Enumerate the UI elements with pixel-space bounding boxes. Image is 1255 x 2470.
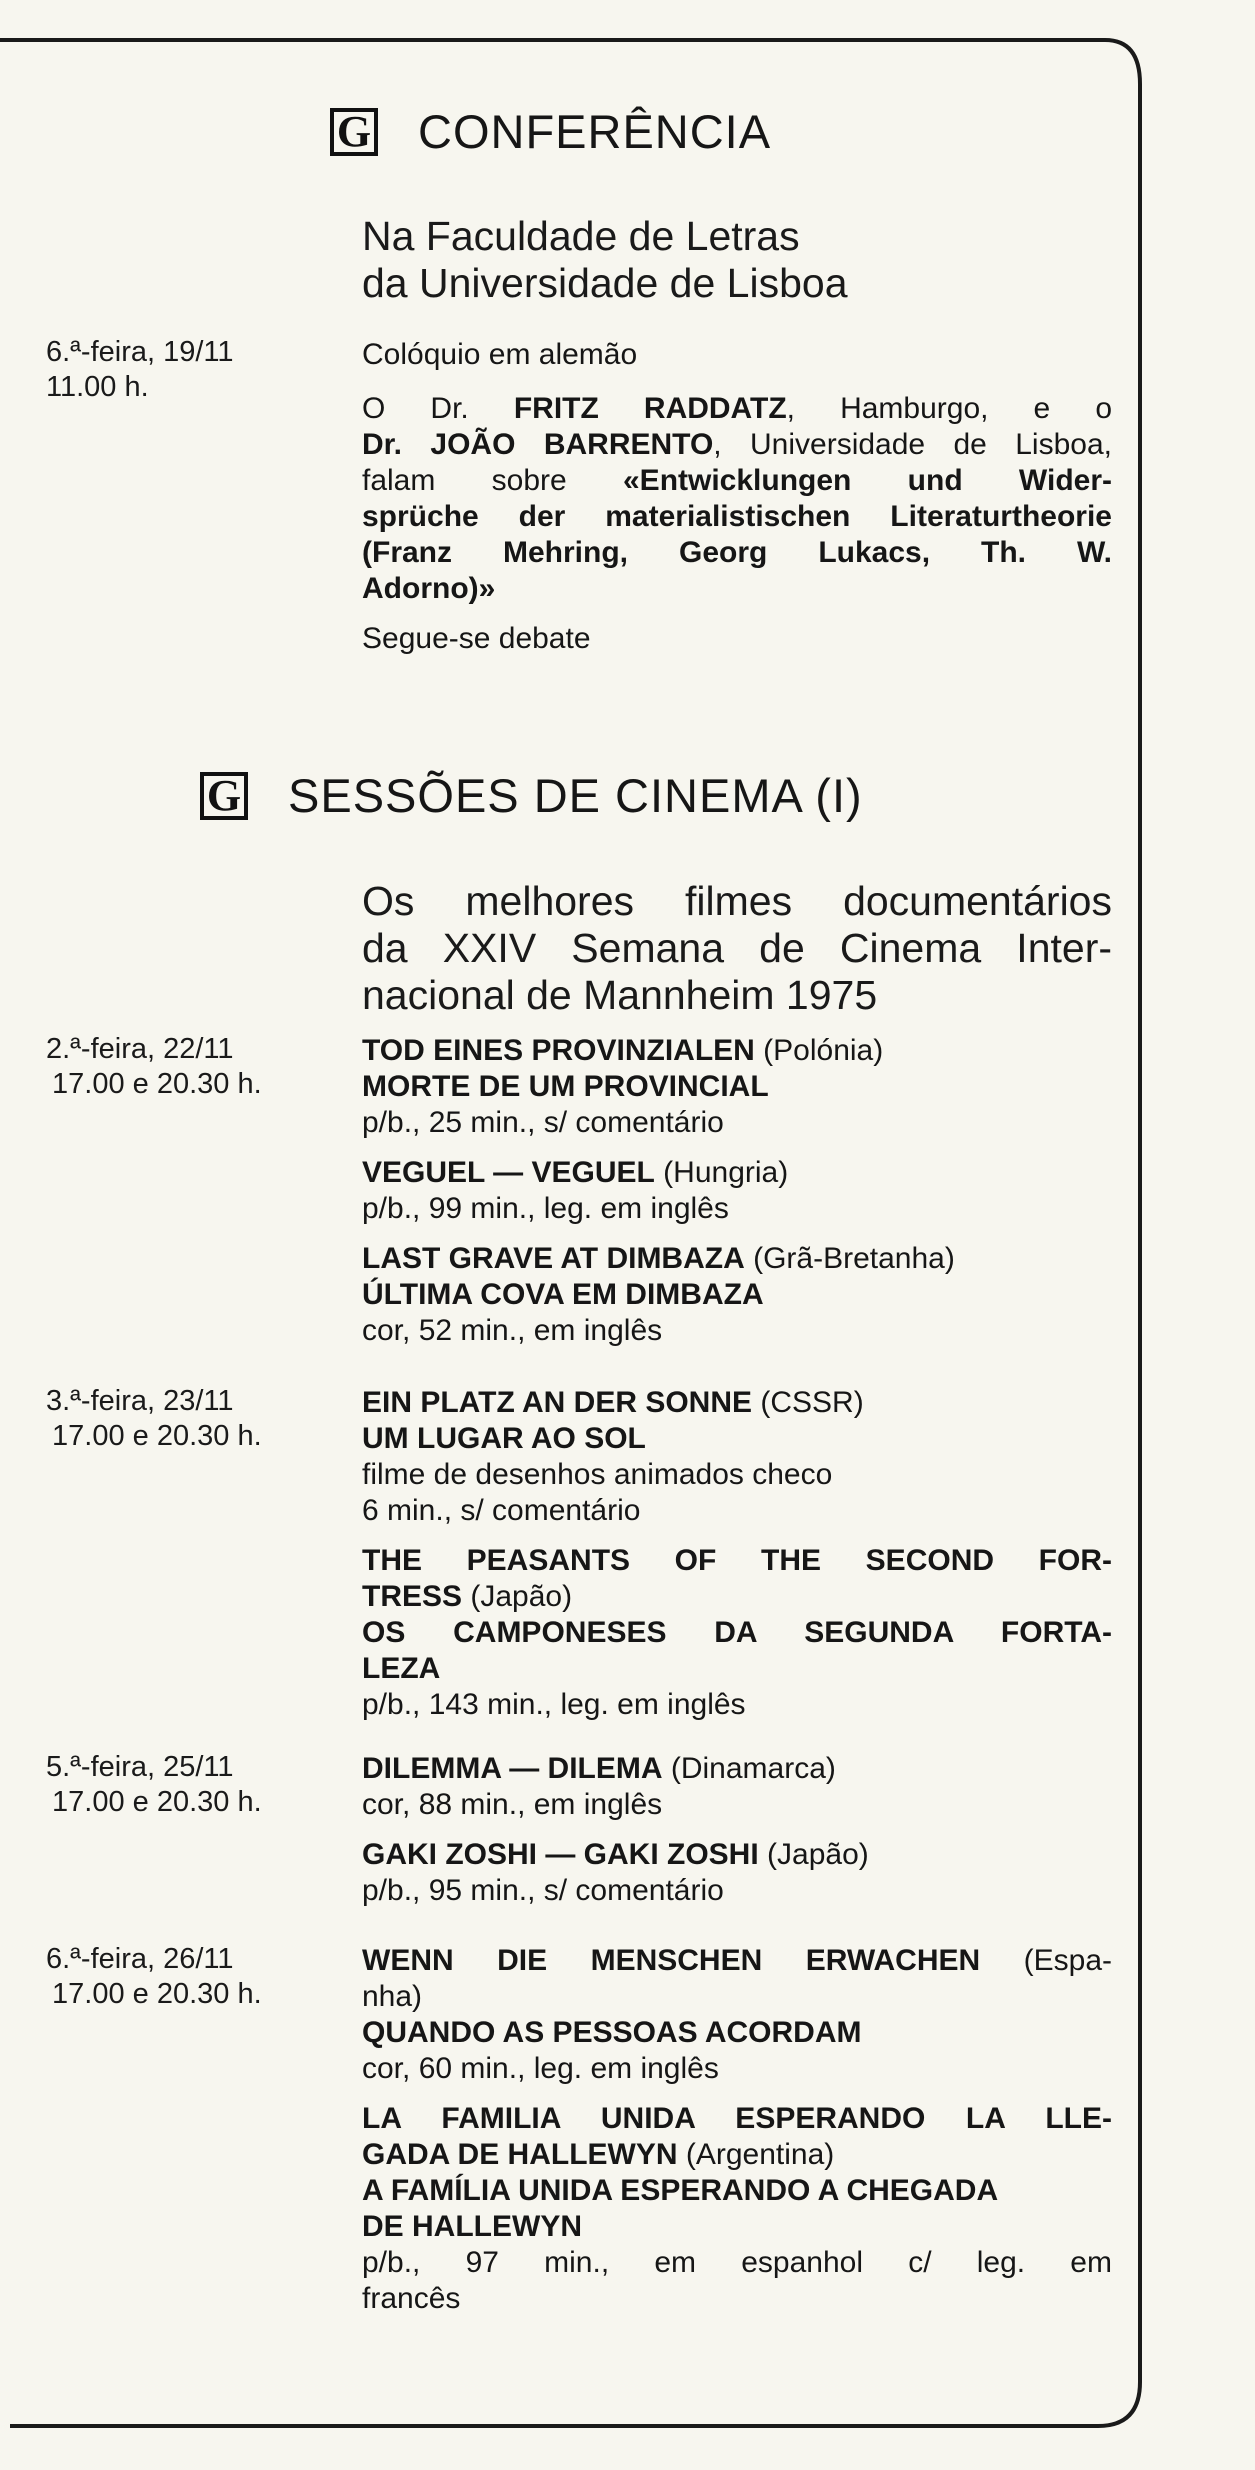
film-title-pt: DE HALLEWYN [362, 2210, 582, 2243]
film-title: LA FAMILIA UNIDA ESPERANDO LA LLE- [362, 2102, 1112, 2135]
film-title-pt: A FAMÍLIA UNIDA ESPERANDO A CHEGADA [362, 2174, 999, 2207]
film-title-pt: UM LUGAR AO SOL [362, 1422, 646, 1455]
screening-date [46, 1384, 262, 1454]
film-title: DILEMMA — DILEMA [362, 1752, 663, 1785]
speech-line: Adorno)» [362, 572, 496, 605]
date-label: 2.ª-feira, 22/11 [46, 1033, 234, 1065]
film-title-pt: QUANDO AS PESSOAS ACORDAM [362, 2016, 862, 2049]
film-entry [362, 1385, 1112, 1529]
film-title-pt: ÚLTIMA COVA EM DIMBAZA [362, 1278, 764, 1311]
date-label: 3.ª-feira, 23/11 [46, 1385, 234, 1417]
speech-line: Dr. JOÃO BARRENTO, Universidade de Lisboa, [362, 428, 1112, 461]
film-entry [362, 1033, 1112, 1141]
film-info: francês [362, 2282, 461, 2315]
film-list [362, 1385, 1112, 1723]
screening-date [46, 1032, 262, 1102]
date-label: 6.ª-feira, 19/11 [46, 336, 234, 368]
intro-line: nacional de Mannheim 1975 [362, 972, 878, 1018]
speech-line: sprüche der materialistischen Literaturtheorie [362, 500, 1112, 533]
film-title-pt: OS CAMPONESES DA SEGUNDA FORTA- [362, 1616, 1112, 1649]
film-title: LAST GRAVE AT DIMBAZA [362, 1242, 745, 1275]
conferencia-title: CONFERÊNCIA [418, 105, 772, 158]
film-info: p/b., 95 min., s/ comentário [362, 1874, 724, 1907]
intro-line: da XXIV Semana de Cinema Inter- [362, 925, 1112, 971]
screening-date [46, 1942, 262, 2012]
conferencia-details [362, 337, 1112, 657]
cinema-title: SESSÕES DE CINEMA (I) [288, 769, 863, 822]
time-label: 17.00 e 20.30 h. [52, 1068, 262, 1100]
film-entry [362, 1751, 1112, 1823]
conferencia-date [46, 335, 234, 405]
film-country: (Dinamarca) [662, 1752, 836, 1785]
film-country: nha) [362, 1980, 423, 2013]
conferencia-venue [362, 213, 848, 307]
film-list [362, 1033, 1112, 1349]
film-info: cor, 60 min., leg. em inglês [362, 2052, 719, 2085]
film-info: cor, 88 min., em inglês [362, 1788, 663, 1821]
time-label: 11.00 h. [46, 371, 149, 403]
film-info: filme de desenhos animados checo [362, 1458, 833, 1491]
film-title: GADA DE HALLEWYN [362, 2138, 678, 2171]
film-info: p/b., 25 min., s/ comentário [362, 1106, 724, 1139]
venue-line: da Universidade de Lisboa [362, 260, 848, 306]
film-country: (Grã-Bretanha) [744, 1242, 955, 1275]
film-country: (Polónia) [754, 1034, 884, 1067]
time-label: 17.00 e 20.30 h. [52, 1786, 262, 1818]
date-label: 6.ª-feira, 26/11 [46, 1943, 234, 1975]
goethe-logo-icon: G [200, 772, 248, 820]
screening-date [46, 1750, 262, 1820]
film-title-pt: MORTE DE UM PROVINCIAL [362, 1070, 769, 1103]
venue-line: Na Faculdade de Letras [362, 213, 800, 259]
time-label: 17.00 e 20.30 h. [52, 1420, 262, 1452]
film-entry [362, 1837, 1112, 1909]
speech-line: (Franz Mehring, Georg Lukacs, Th. W. [362, 536, 1112, 569]
film-list [362, 1943, 1112, 2317]
cinema-intro [362, 878, 1112, 1019]
date-label: 5.ª-feira, 25/11 [46, 1751, 234, 1783]
film-country: (Japão) [758, 1838, 869, 1871]
film-country: (Espa- [980, 1944, 1113, 1977]
intro-line: Os melhores filmes documentários [362, 878, 1112, 924]
film-country: (Argentina) [677, 2138, 835, 2171]
film-country: (CSSR) [752, 1386, 864, 1419]
goethe-logo-icon: G [330, 108, 378, 156]
film-info: p/b., 143 min., leg. em inglês [362, 1688, 746, 1721]
film-info: p/b., 99 min., leg. em inglês [362, 1192, 729, 1225]
film-title: VEGUEL — VEGUEL [362, 1156, 655, 1189]
film-title: WENN DIE MENSCHEN ERWACHEN [362, 1944, 981, 1977]
film-entry [362, 1241, 1112, 1349]
film-list [362, 1751, 1112, 1909]
film-info: 6 min., s/ comentário [362, 1494, 641, 1527]
film-title-pt: LEZA [362, 1652, 441, 1685]
film-info: cor, 52 min., em inglês [362, 1314, 663, 1347]
conferencia-header [330, 104, 771, 159]
film-title: EIN PLATZ AN DER SONNE [362, 1386, 753, 1419]
time-label: 17.00 e 20.30 h. [52, 1978, 262, 2010]
film-country: (Hungria) [654, 1156, 789, 1189]
film-title: TRESS [362, 1580, 463, 1613]
film-entry [362, 1943, 1112, 2087]
film-entry [362, 1155, 1112, 1227]
speech-line: O Dr. FRITZ RADDATZ, Hamburgo, e o [362, 392, 1113, 425]
film-title: GAKI ZOSHI — GAKI ZOSHI [362, 1838, 759, 1871]
film-country: (Japão) [462, 1580, 573, 1613]
conferencia-subtitle: Colóquio em alemão [362, 338, 638, 371]
conferencia-note: Segue-se debate [362, 622, 591, 655]
speech-line: falam sobre «Entwicklungen und Wider- [362, 464, 1112, 497]
film-entry [362, 1543, 1112, 1723]
film-info: p/b., 97 min., em espanhol c/ leg. em [362, 2246, 1112, 2279]
film-title: TOD EINES PROVINZIALEN [362, 1034, 755, 1067]
cinema-header [200, 768, 863, 823]
film-title: THE PEASANTS OF THE SECOND FOR- [362, 1544, 1112, 1577]
film-entry [362, 2101, 1112, 2317]
